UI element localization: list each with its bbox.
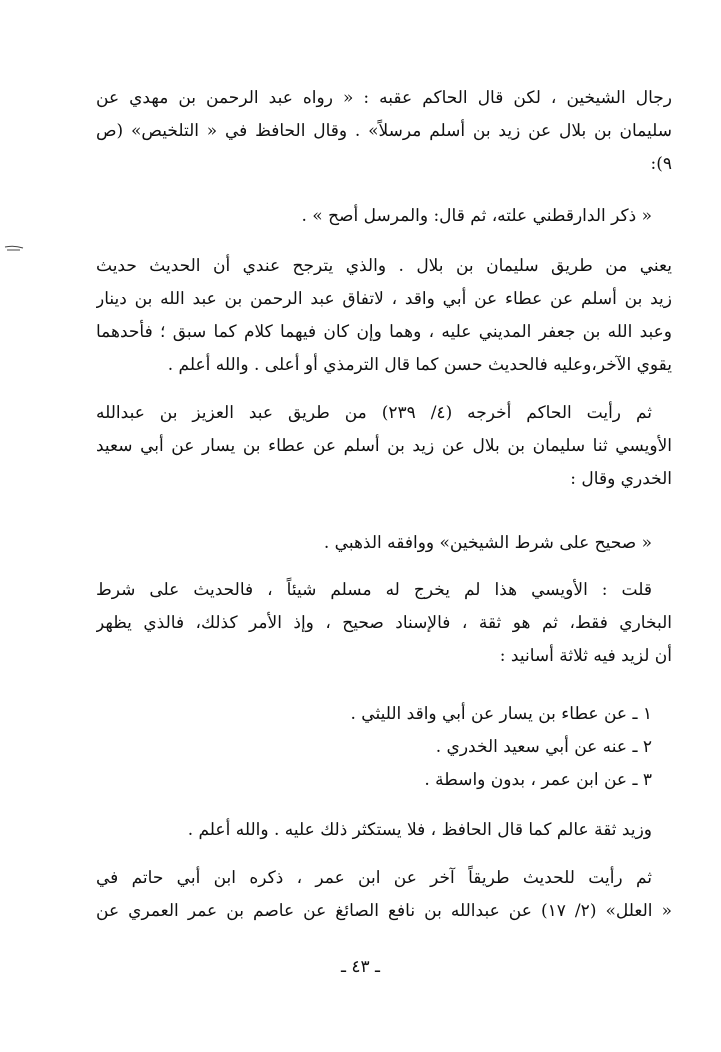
text-line: زيد بن أسلم عن عطاء عن أبي واقد ، لاتفاق عبد الرحمن بن عبد الله بن دينار bbox=[96, 289, 672, 309]
text-line: سليمان بن بلال عن زيد بن أسلم مرسلاً» . وقال الحافظ في « التلخيص» (ص bbox=[96, 121, 672, 141]
paragraph-5 bbox=[96, 527, 672, 560]
page-number: ـ ٤٣ ـ bbox=[340, 957, 381, 977]
list-item: ١ ـ عن عطاء بن يسار عن أبي واقد الليثي . bbox=[350, 704, 652, 724]
text-line: قلت : الأويسي هذا لم يخرج له مسلم شيئاً ، فالحديث على شرط bbox=[96, 580, 652, 600]
text-line: « صحيح على شرط الشيخين» ووافقه الذهبي . bbox=[323, 533, 652, 553]
numbered-list bbox=[96, 698, 672, 797]
text-line: ثم رأيت الحاكم أخرجه (٤/ ٢٣٩) من طريق عبد العزيز بن عبدالله bbox=[96, 403, 652, 423]
text-line: « العلل» (٢/ ١٧) عن عبدالله بن نافع الصائغ عن عاصم بن عمر العمري عن bbox=[96, 901, 672, 921]
text-line: أن لزيد فيه ثلاثة أسانيد : bbox=[499, 646, 672, 666]
text-line: يقوي الآخر،وعليه فالحديث حسن كما قال الترمذي أو أعلى . والله أعلم . bbox=[167, 355, 672, 375]
paragraph-1 bbox=[96, 82, 672, 181]
text-line: وعبد الله بن جعفر المديني عليه ، وهما وإن كان فيهما كلام كما سبق ؛ فأحدهما bbox=[96, 322, 672, 342]
paragraph-6 bbox=[96, 574, 672, 673]
paragraph-3 bbox=[96, 250, 672, 382]
text-line: رجال الشيخين ، لكن قال الحاكم عقبه : « رواه عبد الرحمن بن مهدي عن bbox=[96, 88, 672, 108]
text-line: البخاري فقط، ثم هو ثقة ، فالإسناد صحيح ، وإذ الأمر كذلك، فالذي يظهر bbox=[96, 613, 672, 633]
list-item: ٣ ـ عن ابن عمر ، بدون واسطة . bbox=[424, 770, 652, 790]
list-item: ٢ ـ عنه عن أبي سعيد الخدري . bbox=[435, 737, 652, 757]
paragraph-2 bbox=[96, 200, 672, 233]
paragraph-7 bbox=[96, 814, 672, 847]
text-line: يعني من طريق سليمان بن بلال . والذي يترجح عندي أن الحديث حديث bbox=[96, 256, 672, 276]
text-line: ٩): bbox=[650, 154, 672, 174]
paragraph-4 bbox=[96, 397, 672, 496]
text-line: الأويسي ثنا سليمان بن بلال عن زيد بن أسلم عن عطاء بن يسار عن أبي سعيد bbox=[96, 436, 672, 456]
margin-dash-mark bbox=[4, 244, 24, 252]
text-line: ثم رأيت للحديث طريقاً آخر عن ابن عمر ، ذكره ابن أبي حاتم في bbox=[96, 868, 652, 888]
text-line: وزيد ثقة عالم كما قال الحافظ ، فلا يستكثر ذلك عليه . والله أعلم . bbox=[187, 820, 652, 840]
paragraph-8 bbox=[96, 862, 672, 928]
text-line: الخدري وقال : bbox=[570, 469, 672, 489]
text-line: « ذكر الدارقطني علته، ثم قال: والمرسل أصح » . bbox=[301, 206, 652, 226]
